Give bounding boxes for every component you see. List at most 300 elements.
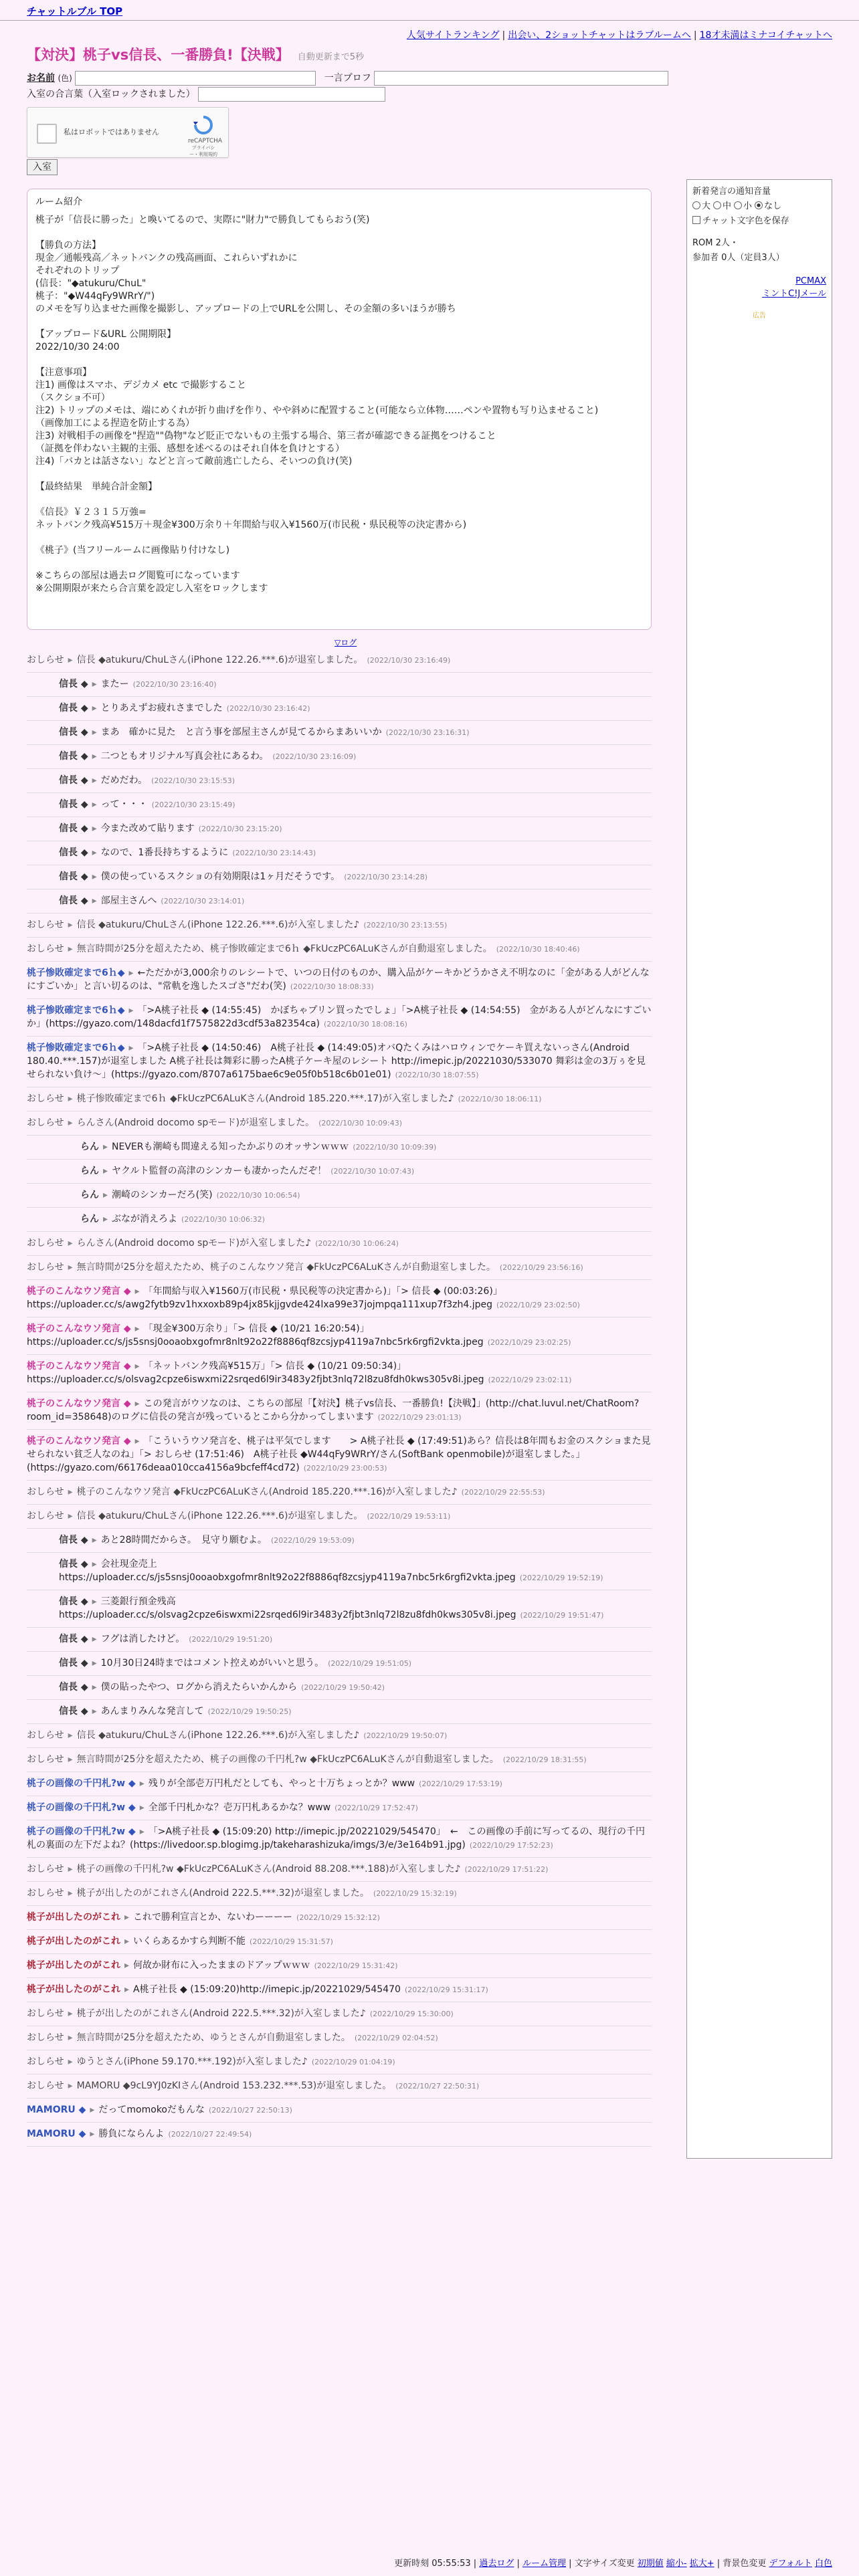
volume-radio[interactable] — [755, 201, 763, 209]
volume-option[interactable] — [734, 201, 752, 211]
top-links: 人気サイトランキング | 出会い、2ショットチャットはラブルームへ | 18才未満はミナコイチャットへ — [406, 30, 832, 41]
message-author: 桃子のこんなウソ発言 ◆ — [27, 1436, 131, 1446]
password-input[interactable] — [198, 87, 385, 102]
chat-message-row — [27, 1392, 652, 1430]
notify-volume-label: 新着発言の通知音量 — [692, 187, 771, 197]
chat-message-row — [27, 889, 652, 914]
recaptcha-widget — [27, 107, 229, 158]
recaptcha-icon — [193, 114, 214, 136]
chat-message-row — [27, 1430, 652, 1481]
message-timestamp: (2022/10/30 23:14:43) — [232, 849, 316, 857]
volume-label: 小 — [743, 201, 753, 211]
message-author: 信長 ◆ — [59, 1658, 88, 1669]
chat-message-row — [27, 1954, 652, 1978]
caret-right-icon: ▸ — [92, 1535, 97, 1545]
room-intro-line: （スクショ不可） — [35, 393, 110, 403]
system-notice-row — [27, 2050, 652, 2074]
room-intro-line: 【アップロード&URL 公開期限】 — [35, 329, 177, 340]
message-author: 桃子が出したのがこれ — [27, 1912, 120, 1923]
chat-message-row — [27, 697, 652, 721]
volume-radio[interactable] — [713, 201, 721, 209]
message-body: 桃子が出したのがこれさん(Android 222.5.***.32)が入室しました♪ — [76, 2008, 366, 2019]
message-timestamp: (2022/10/30 18:40:46) — [496, 945, 580, 954]
caret-right-icon: ▸ — [92, 871, 97, 882]
message-body: 勝負にならんよ — [98, 2129, 165, 2139]
room-intro-line — [35, 227, 643, 239]
message-timestamp: (2022/10/29 15:32:12) — [296, 1913, 380, 1922]
message-timestamp: (2022/10/29 19:50:42) — [301, 1683, 385, 1692]
message-timestamp: (2022/10/30 23:14:01) — [161, 897, 245, 905]
message-body: あんまりみんな発言して — [100, 1706, 204, 1717]
message-timestamp: (2022/10/30 18:08:33) — [290, 982, 374, 991]
footer-bar: 更新時刻 05:55:53 | 過去ログ | ルーム管理 | 文字サイズ変更 初期値 縮小- 拡大+ | 背景色変更 デフォルト 白色 — [394, 2559, 832, 2569]
chat-message-row — [27, 1355, 652, 1392]
caret-right-icon: ▸ — [92, 1706, 97, 1717]
message-body: 無言時間が25分を超えたため、桃子惨敗確定まで6ｈ ◆FkUczPC6ALuKさんが自動退室しました。 — [76, 944, 492, 954]
message-author: 信長 ◆ — [59, 1706, 88, 1717]
chat-message-row — [27, 1280, 652, 1317]
message-body: まあ 確かに見た と言う事を部屋主さんが見てるからまあいいか — [100, 727, 382, 738]
message-body: 10月30日24時まではコメント控えめがいいと思う。 — [100, 1658, 324, 1669]
room-title-text: 【対決】桃子vs信長、一番勝負!【決戦】 — [27, 47, 290, 63]
page-title — [27, 44, 364, 64]
message-body: この発言がウソなのは、こちらの部屋「【対決】桃子vs信長、一番勝負!【決戦】」(http://chat.luvul.net/ChatRoom?room_id=358648)のログに信長の発言が残っているとこから分かってしまいます — [27, 1398, 640, 1422]
past-log-link[interactable]: 過去ログ — [479, 2559, 514, 2569]
room-intro-line: （証拠を伴わない主観的主張、感想を述べるのはそれ自体を負けとする） — [35, 443, 345, 454]
volume-label: 中 — [723, 201, 732, 211]
message-timestamp: (2022/10/29 19:51:20) — [189, 1635, 273, 1644]
message-author: らん — [80, 1214, 99, 1224]
message-body: 「年間給与収入¥1560万(市民税・県民税等の決定書から)」「> 信長 ◆ (00:03:26)」https://uploader.cc/s/awg2fytb9zv1hxxoxb89p4jx85kjjgvde424lxa99e37jojmpqa111xup7f3zh4.jpeg — [27, 1286, 502, 1310]
message-body: あと28時間だからさ。 見守り願むよ。 — [100, 1535, 267, 1545]
name-label: お名前 — [27, 73, 55, 84]
message-body: とりあえずお疲れさまでした — [100, 703, 223, 714]
message-author: おしらせ — [27, 1730, 64, 1741]
message-author: おしらせ — [27, 1093, 64, 1104]
caret-right-icon: ▸ — [92, 775, 97, 786]
font-grow-link[interactable]: 拡大+ — [689, 2559, 714, 2569]
caret-right-icon: ▸ — [103, 1190, 108, 1200]
recaptcha-terms[interactable]: プライバシー・利用規約 — [189, 145, 217, 157]
message-timestamp: (2022/10/30 23:16:09) — [272, 752, 357, 761]
chat-message-row — [27, 1652, 652, 1676]
caret-right-icon: ▸ — [92, 1634, 97, 1644]
volume-option[interactable] — [692, 201, 710, 211]
chat-message-row — [27, 999, 652, 1037]
message-body: ぶなが消えろよ — [112, 1214, 178, 1224]
pcmax-link[interactable]: PCMAX — [795, 276, 826, 286]
caret-right-icon: ▸ — [92, 823, 97, 834]
message-body: らんさん(Android docomo spモード)が退室しました。 — [76, 1117, 315, 1128]
caret-right-icon: ▸ — [92, 1559, 97, 1570]
message-author: おしらせ — [27, 944, 64, 954]
chat-log — [27, 649, 652, 2147]
message-author: おしらせ — [27, 2056, 64, 2067]
message-timestamp: (2022/10/30 23:16:31) — [385, 728, 470, 737]
message-author: 桃子のこんなウソ発言 ◆ — [27, 1398, 131, 1409]
bg-color-label: 背景色変更 — [723, 2559, 767, 2569]
room-intro-line — [35, 557, 643, 570]
message-author: 信長 ◆ — [59, 1535, 88, 1545]
ad-icon[interactable] — [692, 310, 826, 320]
message-timestamp: (2022/10/29 17:52:23) — [469, 1841, 553, 1850]
message-timestamp: (2022/10/29 19:51:05) — [328, 1659, 412, 1668]
room-intro-line: のメモを写り込ませた画像を撮影し、アップロードの上でURLを公開し、その金額の多いほうが勝ち — [35, 304, 456, 314]
caret-right-icon: ▸ — [68, 655, 73, 665]
message-body: MAMORU ◆9cL9YJ0zKIさん(Android 153.232.***.53)が退室しました。 — [76, 2080, 392, 2091]
caret-right-icon: ▸ — [92, 895, 97, 906]
chat-message-row — [27, 1628, 652, 1652]
caret-right-icon: ▸ — [92, 1658, 97, 1669]
room-intro-line: 2022/10/30 24:00 — [35, 342, 120, 352]
message-author: 信長 ◆ — [59, 703, 88, 714]
message-timestamp: (2022/10/30 23:15:49) — [151, 800, 235, 809]
font-shrink-link[interactable]: 縮小- — [666, 2559, 687, 2569]
message-author: 桃子のこんなウソ発言 ◆ — [27, 1323, 131, 1334]
enter-button[interactable]: 入室 — [27, 159, 58, 175]
chat-message-row — [27, 1978, 652, 2002]
font-default-link[interactable]: 初期値 — [637, 2559, 664, 2569]
room-intro-line — [35, 494, 643, 506]
message-author: 信長 ◆ — [59, 823, 88, 834]
save-color-option[interactable] — [692, 213, 826, 226]
message-timestamp: (2022/10/29 15:30:00) — [369, 2010, 454, 2018]
system-notice-row — [27, 914, 652, 938]
caret-right-icon: ▸ — [68, 1262, 73, 1273]
message-timestamp: (2022/10/29 23:00:53) — [303, 1464, 387, 1473]
message-body: 「>A桃子社長 ◆ (14:50:46) A桃子社長 ◆ (14:49:05)オバQたくみはハロウィンでケーキ買えないっさん(Android 180.40.***.157)が退室しました A桃子社長は舞彩に勝ったA桃子ケーキ屋のレシート http://imepic.jp/20221030/533070 舞彩は金の3万ぅを見せられない負け〜」(https://gyazo.com/8707a6175bae6c9e05f0b518c6b01e01) — [27, 1043, 646, 1080]
caret-right-icon: ▸ — [128, 1005, 134, 1016]
message-author: 桃子惨敗確定まで6ｈ◆ — [27, 1005, 125, 1016]
system-notice-row — [27, 1505, 652, 1529]
log-link[interactable]: ▽ログ — [335, 638, 357, 647]
message-body: 信長 ◆atukuru/ChuLさん(iPhone 122.26.***.6)が退室しました。 — [76, 655, 363, 665]
system-notice-row — [27, 1724, 652, 1748]
chat-message-row — [27, 817, 652, 841]
system-notice-row — [27, 1087, 652, 1111]
message-body: 残りが全部壱万円札だとしても、やっと十万ちょっとか？www — [148, 1778, 415, 1789]
chat-message-row — [27, 721, 652, 745]
update-time: 更新時刻 05:55:53 — [394, 2559, 471, 2569]
caret-right-icon: ▸ — [68, 1754, 73, 1765]
message-timestamp: (2022/10/29 18:31:55) — [502, 1755, 587, 1764]
caret-right-icon: ▸ — [103, 1214, 108, 1224]
message-body: 部屋主さんへ — [100, 895, 157, 906]
room-admin-link[interactable]: ルーム管理 — [522, 2559, 566, 2569]
message-body: だめだわ。 — [100, 775, 148, 786]
message-author: おしらせ — [27, 1754, 64, 1765]
system-notice-row — [27, 938, 652, 962]
message-timestamp: (2022/10/29 17:53:19) — [419, 1780, 502, 1788]
message-timestamp: (2022/10/29 19:53:11) — [367, 1512, 451, 1521]
message-timestamp: (2022/10/30 23:15:20) — [198, 825, 282, 833]
message-timestamp: (2022/10/29 19:50:25) — [207, 1707, 292, 1716]
message-author: 桃子の画像の千円札?w ◆ — [27, 1778, 136, 1789]
room-intro-line: 《信長》￥２３１５万強= — [35, 507, 147, 518]
caret-right-icon: ▸ — [124, 1960, 130, 1971]
message-body: NEVERも潮崎も間違える知ったかぶりのオッサンｗｗｗ — [112, 1142, 349, 1152]
message-author: 信長 ◆ — [59, 1596, 88, 1607]
message-author: おしらせ — [27, 2008, 64, 2019]
name-row — [27, 71, 668, 86]
message-timestamp: (2022/10/29 23:56:16) — [499, 1263, 583, 1272]
caret-right-icon: ▸ — [134, 1398, 140, 1409]
chat-message-row — [27, 1529, 652, 1553]
save-color-checkbox[interactable] — [692, 216, 700, 224]
room-intro-line: それぞれのトリップ — [35, 265, 120, 276]
message-body: 僕の貼ったやつ、ログから消えたらいかんから — [100, 1682, 298, 1693]
message-timestamp: (2022/10/29 17:51:22) — [464, 1865, 549, 1874]
message-body: ゆうとさん(iPhone 59.170.***.192)が入室しました♪ — [76, 2056, 308, 2067]
message-author: MAMORU ◆ — [27, 2129, 86, 2139]
message-author: 桃子惨敗確定まで6ｈ◆ — [27, 1043, 125, 1053]
message-author: 信長 ◆ — [59, 799, 88, 810]
message-body: 会社現金売上 https://uploader.cc/s/js5snsj0ooaobxgofmr8nlt92o22f8886qf8zcsjyp4119a7nbc5rk6rgfi2vkta.jpeg — [59, 1559, 516, 1583]
bg-white-link[interactable]: 白色 — [814, 2559, 832, 2569]
caret-right-icon: ▸ — [68, 944, 73, 954]
caret-right-icon: ▸ — [92, 1682, 97, 1693]
message-timestamp: (2022/10/30 18:08:16) — [324, 1020, 407, 1029]
message-timestamp: (2022/10/29 23:02:50) — [496, 1301, 580, 1309]
caret-right-icon: ▸ — [124, 1912, 130, 1923]
message-body: いくらあるかすら判断不能 — [133, 1936, 246, 1947]
volume-radio[interactable] — [734, 201, 742, 209]
caret-right-icon: ▸ — [68, 2080, 73, 2091]
message-author: らん — [80, 1190, 99, 1200]
side-panel — [686, 179, 832, 2159]
recaptcha-logo — [188, 114, 223, 158]
caret-right-icon: ▸ — [90, 2105, 95, 2115]
chat-message-row — [27, 1136, 652, 1160]
minakoi-link[interactable]: 18才未満はミナコイチャットへ — [699, 30, 832, 41]
caret-right-icon: ▸ — [68, 1117, 73, 1128]
message-body: 無言時間が25分を超えたため、桃子のこんなウソ発言 ◆FkUczPC6ALuKさんが自動退室しました。 — [76, 1262, 496, 1273]
caret-right-icon: ▸ — [92, 679, 97, 689]
room-intro-line: （画像加工による捏造を防止する為） — [35, 418, 195, 429]
message-timestamp: (2022/10/30 18:07:55) — [395, 1071, 479, 1079]
room-intro-line: ※こちらの部屋は過去ログ閲覧可になっています — [35, 570, 240, 581]
room-intro-line: 【注意事項】 — [35, 367, 92, 378]
chat-message-row — [27, 865, 652, 889]
caret-right-icon: ▸ — [92, 727, 97, 738]
message-body: だってmomokoだもんな — [98, 2105, 205, 2115]
caret-right-icon: ▸ — [128, 1043, 134, 1053]
chat-message-row — [27, 2123, 652, 2147]
message-body: 今また改めて貼ります — [100, 823, 195, 834]
chat-message-row — [27, 1208, 652, 1232]
message-body: 僕の使っているスクショの有効期限は1ヶ月だそうです。 — [100, 871, 341, 882]
chat-message-row — [27, 1160, 652, 1184]
caret-right-icon: ▸ — [134, 1323, 140, 1334]
volume-radio[interactable] — [692, 201, 700, 209]
message-body: 「現金¥300万余り」「> 信長 ◆ (10/21 16:20:54)」https://uploader.cc/s/js5snsj0ooaobxgofmr8nlt92o22f8886qf8zcsjyp4119a7nbc5rk6rgfi2vkta.jpeg — [27, 1323, 484, 1348]
system-notice-row — [27, 1748, 652, 1772]
message-body: 無言時間が25分を超えたため、ゆうとさんが自動退室しました。 — [76, 2032, 351, 2043]
message-author: 信長 ◆ — [59, 727, 88, 738]
message-timestamp: (2022/10/29 23:01:13) — [377, 1413, 462, 1422]
volume-label: 大 — [702, 201, 711, 211]
caret-right-icon: ▸ — [134, 1436, 140, 1446]
message-author: 桃子のこんなウソ発言 ◆ — [27, 1286, 131, 1297]
message-author: 信長 ◆ — [59, 679, 88, 689]
caret-right-icon: ▸ — [68, 1888, 73, 1899]
recaptcha-label: 私はロボットではありません — [64, 128, 159, 136]
message-author: おしらせ — [27, 1487, 64, 1497]
message-timestamp: (2022/10/29 22:55:53) — [461, 1488, 545, 1497]
message-author: 信長 ◆ — [59, 751, 88, 762]
chat-message-row — [27, 1700, 652, 1724]
message-timestamp: (2022/10/29 23:02:25) — [487, 1338, 571, 1347]
site-title-link[interactable]: チャットルブル TOP — [27, 5, 123, 17]
chat-message-row — [27, 1590, 652, 1628]
message-body: 二つともオリジナル写真会社にあるわ。 — [100, 751, 269, 762]
chat-message-row — [27, 1553, 652, 1590]
room-intro-box — [27, 189, 652, 630]
caret-right-icon: ▸ — [134, 1286, 140, 1297]
room-intro-line: 桃子："◆W44qFy9WRrY/") — [35, 291, 155, 302]
message-body: なので、1番長持ちするように — [100, 847, 229, 858]
message-author: 信長 ◆ — [59, 1682, 88, 1693]
message-body: 三菱銀行預金残高 https://uploader.cc/s/olsvag2cpze6iswxmi22srqed6l9ir3483y2fjbt3nlq72l8zu8fdh0kws305v8i.jpeg — [59, 1596, 516, 1620]
system-notice-row — [27, 1256, 652, 1280]
message-timestamp: (2022/10/29 15:31:57) — [250, 1937, 333, 1946]
message-author: おしらせ — [27, 1117, 64, 1128]
caret-right-icon: ▸ — [68, 1511, 73, 1521]
message-body: 何故か財布に入ったままのドアップｗｗｗ — [133, 1960, 310, 1971]
message-body: 全部千円札かな？壱万円札あるかな？www — [148, 1802, 331, 1813]
message-timestamp: (2022/10/30 23:14:28) — [344, 873, 428, 881]
caret-right-icon: ▸ — [134, 1361, 140, 1372]
room-intro-line: 注1) 画像はスマホ、デジカメ etc で撮影すること — [35, 380, 246, 391]
recaptcha-checkbox[interactable] — [37, 124, 57, 144]
volume-option[interactable] — [713, 201, 731, 211]
font-size-label: 文字サイズ変更 — [574, 2559, 635, 2569]
caret-right-icon: ▸ — [68, 1864, 73, 1874]
member-count: 参加者 0人（定員3人） — [692, 253, 785, 263]
caret-right-icon: ▸ — [68, 2032, 73, 2043]
message-author: おしらせ — [27, 1888, 64, 1899]
message-author: 桃子惨敗確定まで6ｈ◆ — [27, 968, 125, 978]
top-bar — [0, 0, 859, 21]
message-body: らんさん(Android docomo spモード)が入室しました♪ — [76, 1238, 312, 1249]
message-author: おしらせ — [27, 655, 64, 665]
message-timestamp: (2022/10/29 19:51:47) — [520, 1611, 604, 1620]
message-timestamp: (2022/10/30 23:16:42) — [226, 704, 310, 713]
caret-right-icon: ▸ — [92, 847, 97, 858]
message-body: 桃子の画像の千円札?w ◆FkUczPC6ALuKさん(Android 88.208.***.188)が入室しました♪ — [76, 1864, 461, 1874]
loveroom-link[interactable]: 出会い、2ショットチャットはラブルームへ — [508, 30, 691, 41]
bg-default-link[interactable]: デフォルト — [769, 2559, 812, 2569]
caret-right-icon: ▸ — [92, 1596, 97, 1607]
caret-right-icon: ▸ — [92, 703, 97, 714]
message-timestamp: (2022/10/29 23:02:11) — [488, 1376, 572, 1384]
system-notice-row — [27, 1882, 652, 1906]
message-body: これで勝利宣言とか、ないわーーーー — [133, 1912, 293, 1923]
caret-right-icon: ▸ — [68, 920, 73, 930]
chat-message-row — [27, 2099, 652, 2123]
message-timestamp: (2022/10/29 19:53:09) — [270, 1536, 355, 1545]
message-author: 信長 ◆ — [59, 1634, 88, 1644]
message-timestamp: (2022/10/29 15:31:17) — [404, 1985, 488, 1994]
room-intro-line: ネットバンク残高¥515万＋現金¥300万余り＋年間給与収入¥1560万(市民税・県民税等の決定書から) — [35, 520, 467, 530]
name-input[interactable] — [75, 71, 316, 86]
message-timestamp: (2022/10/30 18:06:11) — [458, 1095, 542, 1103]
chat-message-row — [27, 745, 652, 769]
rom-count: ROM 2人・ — [692, 238, 739, 248]
recaptcha-logo-text: reCAPTCHA — [188, 138, 223, 144]
caret-right-icon: ▸ — [139, 1826, 145, 1837]
side-links — [692, 276, 826, 299]
message-author: 桃子の画像の千円札?w ◆ — [27, 1826, 136, 1837]
message-timestamp: (2022/10/30 10:07:43) — [330, 1167, 415, 1176]
message-author: おしらせ — [27, 2032, 64, 2043]
message-timestamp: (2022/10/29 15:31:42) — [314, 1961, 398, 1970]
message-author: 桃子が出したのがこれ — [27, 1984, 120, 1995]
message-timestamp: (2022/10/29 01:04:19) — [311, 2058, 395, 2066]
room-intro-line: 【最終結果 単純合計金額】 — [35, 481, 157, 492]
message-body: またー — [100, 679, 129, 689]
system-notice-row — [27, 2002, 652, 2026]
message-body: 信長 ◆atukuru/ChuLさん(iPhone 122.26.***.6)が入室しました♪ — [76, 1730, 360, 1741]
message-timestamp: (2022/10/30 23:16:40) — [132, 680, 217, 689]
system-notice-row — [27, 1858, 652, 1882]
message-body: って・・・ — [100, 799, 148, 810]
caret-right-icon: ▸ — [68, 1093, 73, 1104]
chat-message-row — [27, 1930, 652, 1954]
message-timestamp: (2022/10/29 15:32:19) — [373, 1889, 457, 1898]
room-intro-line: ※公開期限が来たら合言葉を設定し入室をロックします — [35, 583, 268, 594]
caret-right-icon: ▸ — [68, 1730, 73, 1741]
message-timestamp: (2022/10/29 19:52:19) — [519, 1574, 603, 1582]
profile-input[interactable] — [374, 71, 668, 86]
chat-message-row — [27, 1037, 652, 1087]
message-author: 信長 ◆ — [59, 895, 88, 906]
message-author: おしらせ — [27, 1864, 64, 1874]
chat-message-row — [27, 1820, 652, 1858]
message-timestamp: (2022/10/27 22:50:13) — [209, 2106, 292, 2115]
message-timestamp: (2022/10/29 19:50:07) — [363, 1731, 448, 1740]
message-author: おしらせ — [27, 2080, 64, 2091]
room-intro-line: 【勝負の方法】 — [35, 240, 101, 251]
message-author: 信長 ◆ — [59, 1559, 88, 1570]
room-intro-lines — [35, 214, 643, 595]
message-timestamp: (2022/10/30 23:13:55) — [363, 921, 448, 930]
system-notice-row — [27, 2026, 652, 2050]
chat-message-row — [27, 1676, 652, 1700]
room-intro-line — [35, 532, 643, 544]
caret-right-icon: ▸ — [103, 1166, 108, 1176]
mint-link[interactable]: ミントC!Jメール — [762, 289, 826, 299]
message-timestamp: (2022/10/30 10:06:24) — [315, 1239, 399, 1248]
room-intro-line: 《桃子》(当フリールームに画像貼り付けなし) — [35, 545, 230, 556]
room-intro-line: 注4)「バカとは話さない」などと言って敵前逃亡したら、そいつの負け(笑) — [35, 456, 353, 467]
caret-right-icon: ▸ — [139, 1778, 145, 1789]
message-body: ←ただかが3,000余りのレシートで、いつの日付のものか、購入品がケーキかどうかさえ不明なのに「金がある人がどんなにすごいか」と言い切るのは、"常軌を逸したスゴさ"だわ(笑) — [27, 968, 650, 992]
room-intro-line: 注2) トリップのメモは、端にめくれが折り曲げを作り、やや斜めに配置すること(可能なら立体物……ペンや置物も写り込ませること) — [35, 405, 599, 416]
room-intro-line — [35, 468, 643, 481]
message-timestamp: (2022/10/30 23:15:53) — [151, 776, 235, 785]
chat-message-row — [27, 1796, 652, 1820]
ranking-link[interactable]: 人気サイトランキング — [406, 30, 500, 41]
message-author: おしらせ — [27, 1511, 64, 1521]
system-notice-row — [27, 1232, 652, 1256]
name-sub-label: (色) — [58, 74, 72, 83]
room-intro-line: (信長："◆atukuru/ChuL" — [35, 278, 147, 289]
volume-option[interactable] — [755, 201, 781, 211]
message-author: 信長 ◆ — [59, 775, 88, 786]
caret-right-icon: ▸ — [139, 1802, 145, 1813]
message-author: MAMORU ◆ — [27, 2105, 86, 2115]
